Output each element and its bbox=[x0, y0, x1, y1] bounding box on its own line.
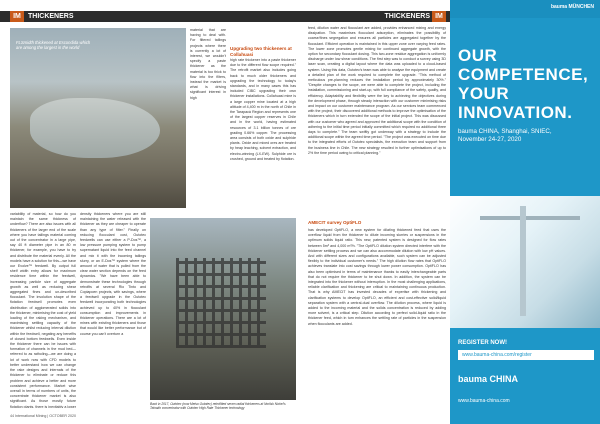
im-logo: IM bbox=[10, 11, 24, 22]
left-col2-top-text: high rate thickener into a paste thickener due to the different flow scope required." The retrofit market also includes going back to much older thickeners and upgrading the technology to today's standards, and in many cases this has included CIBC upgrading their own thickener installations. Collahuasi mine is a large copper mine located at a high altitude of 4,400 m in the north of Chile in the Tarapacá Region and represents one of the largest copper reserves in Chile and in the world, having estimated resources of 3.1 billion tonnes of ore grading 0.66% copper. The processing area consists of both oxide and sulphide plants. Oxide and mixed ores are treated by heap leaching, solvent extraction, and electro-winning (LX-EW). Sulphide ore is crushed, ground and treated by flotation. bbox=[230, 58, 296, 161]
ad-event-line1: bauma CHINA, Shanghai, SNIEC, bbox=[458, 128, 552, 135]
ad-headline-line3: YOUR bbox=[458, 84, 510, 103]
left-col2-bottom-text: density thickeners where you are still maintaining the water released with the thickener as they are cheaper to operate than any type of filter." Finally on reducing flocculant cost, Outotec feedwells can use either a P-Dos™, a low pressure pumping system to pump supernatant liquid into the feed channel and mix it with the incoming tailings slurry, or an E-Dos™ system where the amount of water that is pulled from the clear water section depends on the feed dynamics. "We have been able to demonstrate these technologies through retrofits at several Rio Tinto and Copiapoen projects, with savings, where a feedwell upgrade in the Outotec feedwell incorporating both technologies achieved up to 40% in flocculant consumption and improvements in thickener operations. There are a lot of mines with existing thickeners and those that would like better performance but of course you can't overturn a bbox=[80, 212, 146, 336]
right-col-text-2: has developed OptiFLO, a new system for dilating thickened feed that uses the overflow liquid from the thickener to dilute incoming slurries or suspensions in the optimum solids liquid ratio. This new, patented system is designed for flow rates between 5m³ and 4,000 m³/h. "The OptiFLO dilution system directed interfere with the thickener settling process and we can also accommodate dilution with low pH values. And with different sizes and configurations available, such system can be adjusted flexibly to the individual customer's needs." The high dilution flow rates that OptiFLO achieves translate into cost savings through lower power consumption. OptiFLO has also been optimised in terms of maintenance thanks to easily interchangeable parts that do not require the thickener to be shut down. In addition, the system can be integrated into the thickener without interruption. In the most challenging applications, reliable clarification and thickening are critical to maintaining continuous production. That is why AMECIT has invested decades of expertise with thickening and clarification systems to develop OptiFLO, an efficient and cost-effective solid/liquid separation system with a central-dual overflow. The dilution process, where liquid is added to the incoming material and the solids concentration is reduced by adding more solvent, is a critical step. Dilution according to perfect solid-liquid ratio in the thickener feed, which in turn enhances the settling rate of particles in the suspension when flocculants are added. bbox=[308, 228, 446, 326]
left-section-title: THICKENERS bbox=[28, 13, 74, 20]
left-footer: 44 International Mining | OCTOBER 2020 bbox=[10, 414, 76, 418]
amecit-heading: AMECIT survey OptiFLO bbox=[308, 220, 362, 225]
ad-event-line2: November 24-27, 2020 bbox=[458, 136, 522, 143]
ad-crane-photo bbox=[450, 196, 600, 328]
left-header-bar bbox=[0, 11, 300, 22]
bauma-advertisement[interactable] bbox=[450, 0, 600, 424]
register-now-label: REGISTER NOW! bbox=[458, 340, 507, 346]
left-col1-top-text: material that are having to deal with. For filtered tailings projects where there is currently a lot of interest, we wouldn't specify a paste thickener as the material is too thick to flow into the filters, instead the market is what is driving significant interest in high bbox=[190, 28, 226, 100]
ad-headline-line1: OUR bbox=[458, 46, 498, 65]
right-col-text: feed, dilution water and flocculant are added, provides enhanced mixing and energy dissipation. This maximises flocculant adsorption, eliminates the possibility of coarse/fines segregation and ensures all particles are aggregated together by the flocculant. Efficient operation is maintained in this upper zone over varying feed rates. The lower zone promotes gentle mixing for continued aggregate growth, with the option for secondary flocculant dosing. This two-zone residue aggregation is uniformly discharge under low shear conditions. The first step was to conduct a survey using 3D laser scan, creating a digital layout where the data was uploaded to a cloud-based system. Using this data, Outotec's team was able to analyse the equipment and create a detailed plan of the work required to complete the upgrade. "This method of meticulous pre-planning reduces the installation period by approximately 30%." "Despite changes to the scope, we were able to complete the project, including the installation, commissioning and start-up, with full compliance of the safety, quality, and efficiency. Adaptability and flexibility were the key to achieving the objectives during the development phase, through steady interaction with our customer minimising risks and impact on our customer maintenance program. As our services team commenced with the project, their discovered additional methods to improve the optimisation of the thickeners which in turn extended the scope of the initial project. This was discussed with our customer who agreed and approved the additional scope with the condition of adhering to the initial time period initially committed which required no additional three days to complete." The team swiftly got underway with a strategy to include the additional scope within the agreed time period. "The project was executed on time due to the integrated efforts of Outotec specialists, the execution team and support from the business line in Chile. The new strategy resulted in further optimisations of up to 2% the time period owing to critical planning." bbox=[308, 26, 446, 155]
thickener-structure bbox=[176, 258, 266, 348]
crane-arm bbox=[480, 216, 580, 220]
norilsk-photo-caption: Back in 2017, Outotec (now Metso Outotec) retrofitted seven radial thickeners at Norilsk Nickel's Talnakh concentrator with Outotec High Rate Thickener technology bbox=[150, 402, 286, 410]
thickener-pond bbox=[30, 98, 160, 158]
bauma-china-url-link[interactable]: www.bauma-china.com bbox=[458, 398, 510, 404]
right-page bbox=[300, 0, 600, 424]
im-logo-right: IM bbox=[432, 11, 446, 22]
bauma-china-logo: bauma CHINA bbox=[458, 374, 519, 384]
ad-headline-line2: COMPETENCE, bbox=[458, 65, 589, 84]
photo-caption: FLSmidth thickened at Escondida which are among the largest in the world bbox=[16, 40, 91, 50]
bauma-munchen-logo: bauma MÜNCHEN bbox=[550, 4, 594, 10]
right-section-title: THICKENERS bbox=[384, 13, 430, 20]
left-col2-top-intro bbox=[230, 28, 296, 42]
norilsk-photo bbox=[150, 218, 296, 400]
thickener-photo bbox=[10, 28, 186, 208]
ad-top-strip bbox=[450, 0, 600, 18]
right-header-bar bbox=[300, 11, 450, 22]
crane-tower bbox=[520, 206, 526, 316]
ad-event-info bbox=[458, 128, 596, 144]
collahuasi-heading: Upgrading two thickeners at Collahuasi bbox=[230, 46, 292, 57]
register-url-link[interactable]: www.bauma-china.com/register bbox=[458, 350, 594, 360]
ad-headline-line4: INNOVATION. bbox=[458, 103, 573, 122]
left-col1-bottom-text: variability of material, so how do you maintain the same thickness of underflow? There are also issues with all thickeners of the larger end of the scale where you have tailings material coming out of the concentrator in a large pipe, say 40 ft diameter pipe in an 80 m thickener, for example, you have to try and distribute the material evenly. All the models have a solution for this—we have our Evolve™ feedwell. By output full shelf width entry allows for maximum residence time within the feedwell, increasing particle size of aggregate growth as well as reducing shear aggregated fines and un-described flocculant. The involution shape of the flotation feedwell promotes even distribution of agglomerated solids into the thickener, minimising the cost of yield loading of the raking mechanism, and maximising settling capacity of the thickener whilst reducing internal dilution within the feedwell, negating any benefits of closed bottom feedwells. Even inside the thickener there can be issues with formation of channels in the mud bed—referred to as ratholing—we are doing a lot of work now with CFD models to better understand how we can change the rake designs and internals of the thickener to eliminate or reduce this problem and achieve a better and more consistent performance. Market wise overall in terms of numbers of units, the concentrate thickener market is also significant. As those mostly future flotation plants, there is inevitably a lower bbox=[10, 212, 76, 408]
ad-headline bbox=[458, 46, 588, 122]
